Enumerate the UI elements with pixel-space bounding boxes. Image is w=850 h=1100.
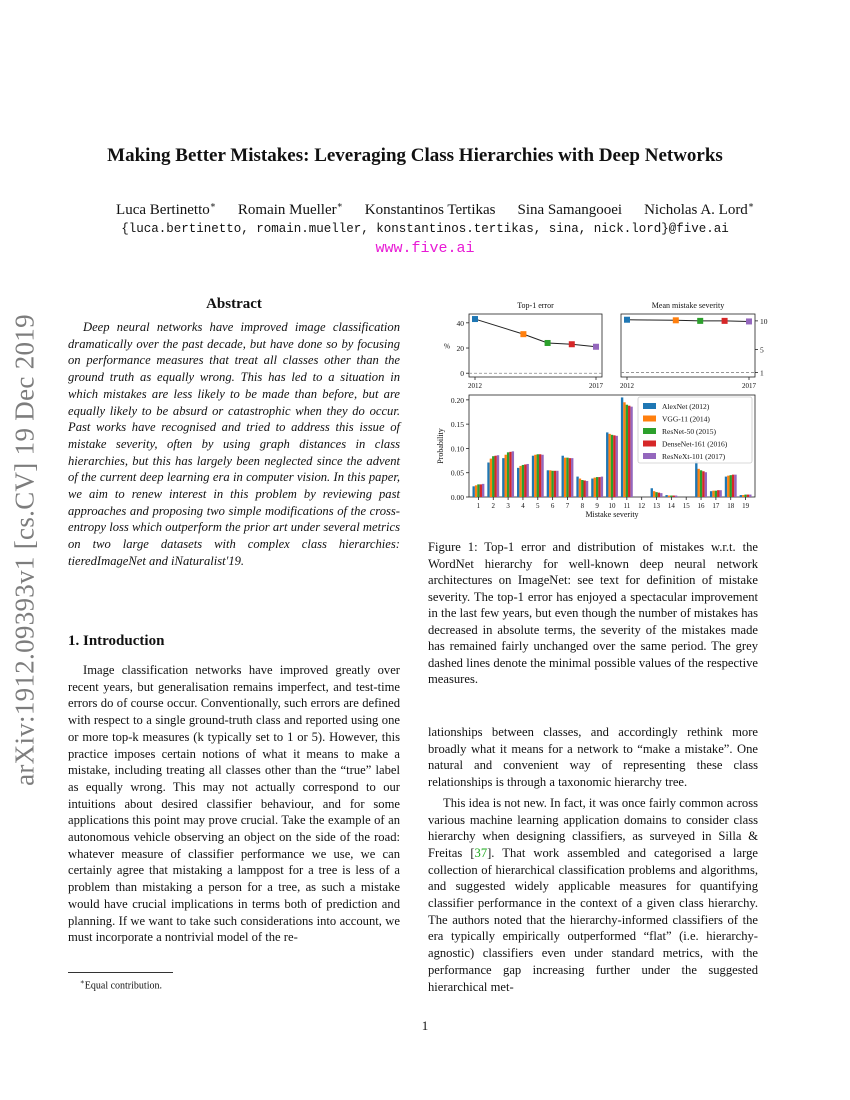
x-tick-label: 11	[623, 502, 631, 510]
y-tick-label: 40	[456, 318, 464, 328]
bar	[522, 465, 524, 497]
bar	[494, 456, 496, 497]
y-tick-label: 1	[760, 368, 764, 378]
y-tick-label: 0.10	[450, 444, 464, 454]
bar	[651, 488, 653, 497]
data-point	[746, 318, 752, 324]
bar	[512, 451, 514, 497]
x-tick-label: 17	[712, 502, 720, 510]
author: Sina Samangooei	[517, 202, 623, 218]
data-point	[569, 341, 575, 347]
bar	[549, 470, 551, 497]
bar	[537, 454, 539, 497]
x-tick-label: 4	[521, 502, 525, 510]
legend-swatch	[643, 403, 656, 409]
y-tick-label: 5	[760, 345, 764, 355]
arxiv-stamp	[0, 290, 50, 810]
bar	[527, 464, 529, 497]
bar	[497, 455, 499, 497]
y-tick-label: 0	[460, 369, 464, 379]
bar	[747, 495, 749, 497]
page-number: 1	[421, 1018, 429, 1033]
bar	[534, 455, 536, 497]
x-tick-label: 2017	[589, 382, 603, 390]
y-tick-label: 0.15	[450, 420, 464, 430]
bar	[719, 490, 721, 497]
footnote-rule	[68, 972, 173, 973]
bar	[566, 458, 568, 497]
bar	[730, 475, 732, 497]
data-point	[593, 344, 599, 350]
x-tick-label: 2017	[742, 382, 756, 390]
bar	[616, 436, 618, 497]
bar	[710, 491, 712, 497]
x-tick-label: 9	[595, 502, 599, 510]
legend-label: ResNeXt-101 (2017)	[662, 452, 726, 461]
data-point	[472, 316, 478, 322]
paragraph: This idea is not new. In fact, it was once fairly common across various machine learning application domains to consider class hierarchy when designing classifiers, as surveyed in Silla & Freitas [37]. That work assembled and categorised a large collection of hierarchical classification problems and algorithms, and suggested widely applicable measures for quantifying classifier performance in the context of a given class hierarchy. The authors noted that the hierarchy-informed classifiers of the era typically empirically outperformed “flat” (i.e. hierarchy-agnostic) classifiers even under standard metrics, with the performance gap increasing further under the suggested hierarchical met-	[428, 795, 758, 994]
bar	[742, 495, 744, 497]
bar	[626, 405, 628, 497]
bar	[740, 495, 742, 497]
bar	[697, 469, 699, 497]
bar	[601, 477, 603, 497]
legend-swatch	[643, 441, 656, 447]
bar	[665, 495, 667, 497]
x-tick-label: 14	[667, 502, 675, 510]
bar	[628, 406, 630, 497]
author: Luca Bertinetto∗	[116, 200, 216, 218]
bar	[630, 407, 632, 497]
abstract-heading: Abstract	[206, 296, 262, 312]
bar	[569, 458, 571, 497]
bar	[695, 461, 697, 497]
bar	[554, 471, 556, 497]
right-column-body	[428, 724, 758, 995]
bar	[653, 491, 655, 497]
author-emails: {luca.bertinetto, romain.mueller, konstantinos.tertikas, sina, nick.lord}@five.ai	[121, 222, 729, 236]
bar	[658, 493, 660, 497]
bar	[475, 485, 477, 497]
bar	[613, 435, 615, 497]
bar	[509, 452, 511, 497]
bar	[717, 490, 719, 497]
bar	[576, 477, 578, 497]
bar	[727, 476, 729, 497]
y-tick-label: 20	[456, 344, 464, 354]
bar	[621, 397, 623, 497]
data-point	[624, 317, 630, 323]
bar	[611, 435, 613, 497]
citation-link[interactable]: 37	[474, 845, 488, 860]
bar	[487, 463, 489, 497]
bar	[556, 471, 558, 497]
bar	[564, 458, 566, 497]
x-tick-label: 2012	[468, 382, 482, 390]
bar	[519, 466, 521, 497]
series-line	[627, 320, 749, 322]
bar	[579, 479, 581, 497]
y-tick-label: 0.05	[450, 468, 464, 478]
legend-label: AlexNet (2012)	[662, 402, 710, 411]
x-tick-label: 5	[536, 502, 540, 510]
website-link[interactable]: www.five.ai	[375, 240, 475, 257]
bar	[673, 496, 675, 497]
data-point	[545, 340, 551, 346]
x-tick-label: 13	[653, 502, 661, 510]
bar	[551, 471, 553, 497]
bar	[562, 456, 564, 497]
bar	[581, 480, 583, 497]
x-tick-label: 3	[506, 502, 510, 510]
chart-title: Top-1 error	[517, 301, 554, 310]
introduction-paragraph: Image classification networks have improved greatly over recent years, but generalisation remains imperfect, and test-time errors do of course occur. Conventionally, such errors are defined with respect to a single ground-truth class and reported using one or more top-k measures (k typically set to 1 or 5). However, this practice imposes certain notions of what it means to make a mistake, including treating all classes other than the “true” label as equally wrong. This may not actually correspond to our intuitions about desired classifier behaviour, and for some applications this point may prove crucial. Take the example of an autonomous vehicle observing an object on the side of the road: whatever measure of classifier performance we use, we can certainly agree that mistaking a lamppost for a tree is less of a problem than mistaking a person for a tree, as such a mistake would have crucial implications in terms both of prediction and planning. If we want to take such considerations into account, we must incorporate a nontrivial model of the re-	[68, 663, 400, 945]
author: Nicholas A. Lord∗	[644, 200, 754, 218]
bar	[541, 455, 543, 497]
bar	[732, 475, 734, 497]
bar	[517, 468, 519, 497]
plot-frame	[621, 314, 755, 377]
figure-1-chart	[425, 296, 770, 526]
bar	[472, 486, 474, 497]
bar	[502, 458, 504, 497]
bar	[598, 477, 600, 497]
x-tick-label: 6	[550, 502, 555, 510]
x-tick-label: 19	[742, 502, 750, 510]
bar	[591, 479, 593, 497]
paragraph: lationships between classes, and accordingly rethink more broadly what it means for a network to “make a mistake”. One natural and convenient way of representing these class relationships is through a taxonomic hierarchy tree.	[428, 725, 758, 790]
bar	[547, 470, 549, 497]
bar	[586, 481, 588, 497]
bar	[670, 496, 672, 497]
caption-text: Figure 1: Top-1 error and distribution of mistakes w.r.t. the WordNet hierarchy for well-known deep neural network architectures on ImageNet: see text for definition of mistake severity. The top-1 error has enjoyed a spectacular improvement in the last few years, but even though the number of mistakes has decreased in absolute terms, the severity of the mistakes made has remained fairly unchanged over the same period. The grey dashed lines denote the minimal possible values of the respective measures.	[428, 540, 758, 686]
bar	[660, 493, 662, 497]
bar	[623, 402, 625, 497]
x-tick-label: 10	[608, 502, 616, 510]
data-point	[673, 317, 679, 323]
author: Romain Mueller∗	[237, 200, 343, 218]
bar	[749, 495, 751, 497]
bar	[490, 459, 492, 497]
abstract-text: Deep neural networks have improved image classification dramatically over the past decade, but have done so by focusing on performance measures that treat all classes other than the ground truth as equally wrong. This has led to a situation in which mistakes are less likely to be made than before, but are equally likely to be absurd or catastrophic when they do occur. Past works have recognised and tried to address this issue of mistake severity, often by using graph distances in class hierarchies, but this has largely been neglected since the advent of the current deep learning era in computer vision. In this paper, we aim to renew interest in this problem by reviewing past approaches and proposing two simple modifications of the cross-entropy loss which outperform the prior art under several metrics on two large datasets with complex class hierarchies: tieredImageNet and iNaturalist'19.	[68, 320, 400, 568]
bar	[725, 477, 727, 497]
author-list	[60, 200, 810, 219]
bar	[539, 454, 541, 497]
author: Konstantinos Tertikas	[364, 202, 496, 218]
legend-swatch	[643, 428, 656, 434]
paper-title: Making Better Mistakes: Leveraging Class Hierarchies with Deep Networks	[107, 145, 723, 166]
data-point	[697, 318, 703, 324]
y-axis-label: Probability	[436, 428, 445, 464]
bar	[505, 455, 507, 497]
bar	[492, 456, 494, 497]
y-tick-label: 0.00	[450, 493, 464, 502]
abstract-body	[68, 319, 400, 570]
x-tick-label: 18	[727, 502, 735, 510]
x-tick-label: 2012	[620, 382, 634, 390]
x-tick-label: 16	[697, 502, 705, 510]
bar	[584, 480, 586, 497]
section-heading-introduction: 1. Introduction	[68, 633, 165, 649]
bar	[675, 496, 677, 497]
bar	[655, 492, 657, 497]
bar	[507, 452, 509, 497]
series-line	[475, 319, 596, 347]
arxiv-stamp-text: arXiv:1912.09393v1 [cs.CV] 19 Dec 2019	[9, 314, 40, 786]
bar	[477, 484, 479, 497]
x-tick-label: 12	[638, 502, 646, 510]
x-tick-label: 1	[476, 502, 481, 510]
bar	[715, 491, 717, 497]
footnote: ∗Equal contribution.	[80, 978, 162, 992]
legend-label: VGG-11 (2014)	[662, 414, 710, 424]
x-tick-label: 7	[565, 502, 570, 510]
legend-swatch	[643, 416, 656, 422]
figure-1	[425, 296, 770, 526]
bar	[482, 484, 484, 497]
y-tick-label: 0.20	[450, 395, 464, 405]
bar	[668, 496, 670, 497]
y-tick-label: 10	[760, 316, 768, 326]
introduction-body	[68, 662, 400, 946]
bar	[702, 471, 704, 497]
figure-caption	[428, 539, 758, 688]
bar	[594, 478, 596, 497]
bar	[608, 434, 610, 497]
bar	[734, 475, 736, 497]
x-axis-label: Mistake severity	[585, 510, 639, 519]
bar	[705, 472, 707, 497]
bar	[532, 456, 534, 497]
data-point	[722, 318, 728, 324]
x-tick-label: 2	[491, 502, 496, 510]
legend-swatch	[643, 453, 656, 459]
x-tick-label: 15	[682, 502, 690, 510]
x-tick-label: 8	[580, 502, 585, 510]
legend-label: DenseNet-161 (2016)	[662, 439, 728, 449]
bar	[712, 491, 714, 497]
bar	[596, 477, 598, 497]
bar	[524, 464, 526, 497]
data-point	[520, 331, 526, 337]
legend-label: ResNet-50 (2015)	[662, 427, 716, 436]
bar	[606, 432, 608, 497]
bar	[480, 484, 482, 497]
bar	[700, 470, 702, 497]
bar	[744, 495, 746, 497]
y-axis-label: %	[443, 341, 451, 351]
bar	[571, 458, 573, 497]
chart-title: Mean mistake severity	[651, 301, 725, 310]
